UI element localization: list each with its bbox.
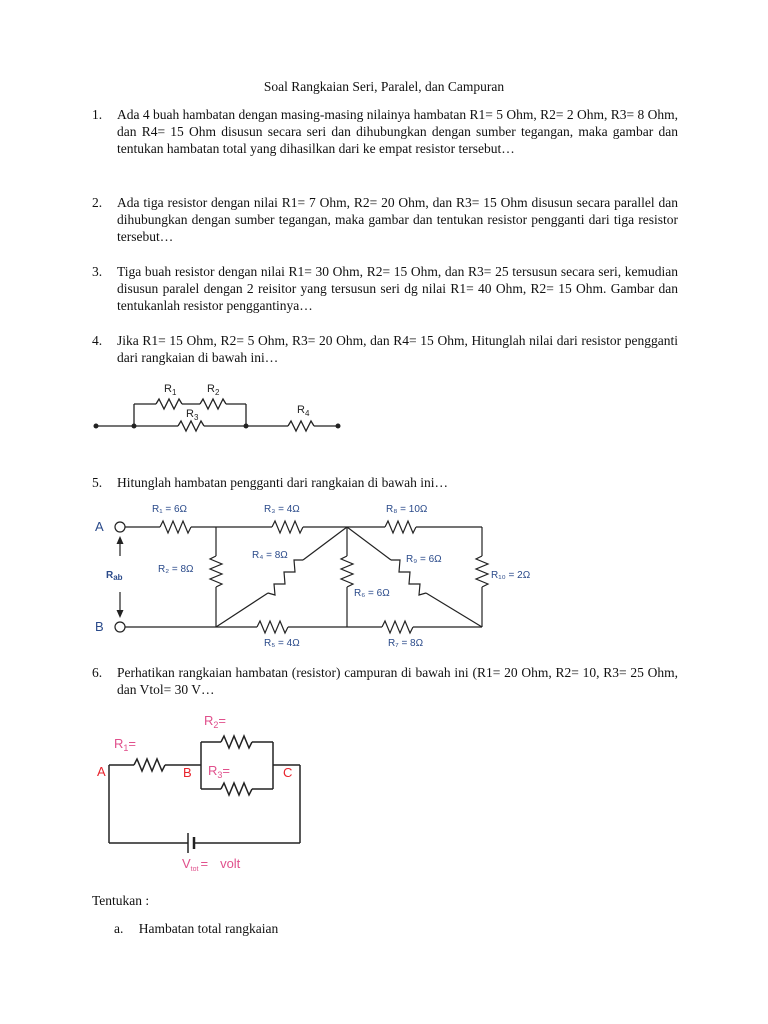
resistor-r3: [178, 421, 204, 431]
resistor-r2: [200, 399, 226, 409]
label-r9: R₉ = 6Ω: [406, 554, 442, 565]
resistor-r7: [382, 621, 413, 633]
resistor-r2: [221, 736, 252, 748]
question-2: [92, 194, 678, 246]
terminal-dot: [336, 424, 341, 429]
list-item-a: [114, 921, 278, 937]
label-r1: R₁ = 6Ω: [152, 504, 188, 515]
circuit-diagram-6: [92, 708, 332, 873]
circuit-diagram-5: [92, 496, 552, 656]
resistor-r4: [268, 560, 303, 595]
question-number: 3.: [92, 264, 103, 279]
label-r3: R₃ = 4Ω: [264, 504, 300, 515]
label-r2: R₂ = 8Ω: [158, 564, 194, 575]
resistor-r4: [288, 421, 314, 431]
resistor-r10: [476, 556, 488, 587]
label-r3: $R_3$: [186, 408, 199, 422]
question-6: [92, 664, 678, 698]
label-r1: $R_1$: [164, 383, 177, 397]
node-b-label: B: [183, 765, 192, 780]
label-r6: R₆ = 6Ω: [354, 588, 390, 599]
question-number: 6.: [92, 665, 103, 680]
resistor-r1: [134, 759, 165, 771]
terminal-b: [115, 622, 125, 632]
label-r2: $R_2$: [207, 383, 220, 397]
question-3: [92, 263, 678, 315]
question-5: [92, 474, 678, 491]
label-r2: $R_2=$: [204, 713, 226, 730]
question-text: Jika R1= 15 Ohm, R2= 5 Ohm, R3= 20 Ohm, dan R4= 15 Ohm, Hitunglah nilai dari resistor pengganti dari rangkaian di bawah ini…: [117, 333, 678, 366]
question-text: Tiga buah resistor dengan nilai R1= 30 Ohm, R2= 15 Ohm, dan R3= 25 tersusun secara seri, kemudian disusun paralel dengan 2 reisitor yang tersusun seri dg nilai R1= 40 Ohm, R2= 15 Ohm. Gambar dan tentukanlah resistor penggantinya…: [117, 264, 678, 314]
label-r4: $R_4$: [297, 404, 310, 418]
resistor-r8: [385, 521, 416, 533]
label-r5: R₅ = 4Ω: [264, 638, 300, 649]
resistor-r1: [156, 399, 182, 409]
label-r1: $R_1=$: [114, 736, 136, 753]
junction-dot: [244, 424, 249, 429]
circuit-diagram-4: [80, 372, 340, 447]
question-text: Hitunglah hambatan pengganti dari rangkaian di bawah ini…: [117, 475, 449, 490]
label-r4: R₄ = 8Ω: [252, 550, 288, 561]
circuit-figure-5: [92, 496, 552, 656]
junction-dot: [132, 424, 137, 429]
node-c-label: C: [283, 765, 293, 780]
question-text: Perhatikan rangkaian hambatan (resistor) campuran di bawah ini (R1= 20 Ohm, R2= 10, R3= 25 Ohm, dan Vtol= 30 V…: [117, 665, 678, 698]
rab-label: $R_{ab}$: [106, 570, 123, 582]
question-number: 4.: [92, 333, 103, 348]
circuit-figure-6: [92, 708, 332, 873]
label-r8: R₈ = 10Ω: [386, 504, 428, 515]
node-a-label: A: [95, 519, 104, 534]
question-text: Ada tiga resistor dengan nilai R1= 7 Ohm, R2= 20 Ohm, dan R3= 15 Ohm disusun secara parallel dan dihubungkan dengan sumber tegangan, maka gambar dan tentukan resistor pengganti dari tiga resistor tersebut…: [117, 195, 678, 245]
resistor-r5: [257, 621, 288, 633]
tentukan-label: Tentukan :: [92, 893, 150, 908]
question-4: [92, 332, 678, 366]
node-a-label: A: [97, 764, 106, 779]
question-1: [92, 106, 678, 158]
terminal-dot: [94, 424, 99, 429]
terminal-a: [115, 522, 125, 532]
question-number: 5.: [92, 475, 103, 490]
resistor-r9: [391, 560, 426, 595]
question-number: 1.: [92, 107, 103, 122]
list-marker: a.: [114, 921, 124, 936]
label-vtot: $V_{tot}$ = volt: [182, 856, 241, 873]
resistor-r2: [210, 556, 222, 587]
label-r3: $R_3=$: [208, 763, 230, 780]
circuit-figure-4: [80, 372, 340, 447]
list-item-text: Hambatan total rangkaian: [138, 921, 279, 936]
label-r7: R₇ = 8Ω: [388, 638, 424, 649]
label-r10: R₁₀ = 2Ω: [491, 570, 531, 581]
resistor-r1: [160, 521, 191, 533]
question-text: Ada 4 buah hambatan dengan masing-masing nilainya hambatan R1= 5 Ohm, R2= 2 Ohm, R3= 8 Ohm, dan R4= 15 Ohm disusun secara seri dan dihubungkan dengan sumber tegangan, maka gambar dan tentukan hambatan total yang dihasilkan dari ke empat resistor tersebut…: [117, 107, 678, 157]
node-b-label: B: [95, 619, 104, 634]
resistor-r3: [221, 783, 252, 795]
battery-icon: [188, 833, 194, 853]
question-number: 2.: [92, 195, 103, 210]
resistor-r3: [272, 521, 303, 533]
page-title: Soal Rangkaian Seri, Paralel, dan Campuran: [263, 79, 505, 94]
resistor-r6: [341, 556, 353, 587]
